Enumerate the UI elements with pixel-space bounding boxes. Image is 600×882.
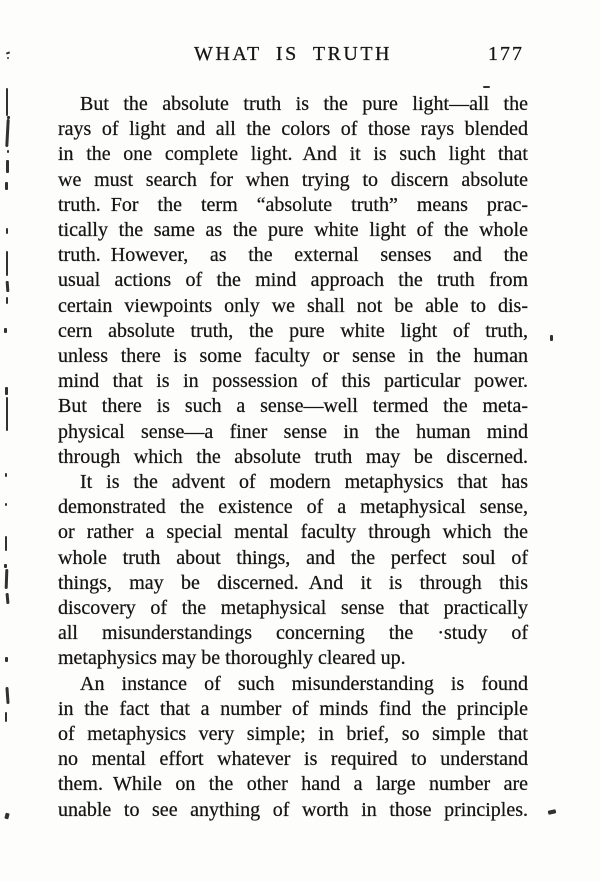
scan-artifact <box>6 160 9 173</box>
text-line: But there is such a sense—well termed the meta- <box>58 395 528 418</box>
scan-artifact <box>6 593 10 604</box>
text-line: whole truth about things, and the perfect soul of <box>58 546 528 569</box>
scan-artifact <box>483 86 490 88</box>
scan-artifact <box>5 687 9 704</box>
text-line: of metaphysics very simple; in brief, so simple that <box>58 723 528 746</box>
text-line: we must search for when trying to discern absolute <box>58 168 528 191</box>
text-line: metaphysics may be thoroughly cleared up. <box>58 647 406 670</box>
scan-artifact <box>6 51 10 54</box>
text-line: truth. However, as the external senses and the <box>58 244 528 267</box>
page-header <box>58 43 528 69</box>
scan-artifact <box>6 251 8 276</box>
scan-artifact <box>4 564 7 568</box>
scan-artifact <box>5 536 7 551</box>
text-line: But the absolute truth is the pure light—all the <box>80 93 528 115</box>
text-line: in the one complete light. And it is such light that <box>58 143 528 166</box>
text-line: mind that is in possession of this particular power. <box>58 370 528 393</box>
scan-artifact <box>6 397 8 431</box>
page-number: 177 <box>488 43 524 65</box>
scan-artifact <box>6 228 8 234</box>
scan-artifact <box>7 57 9 59</box>
paragraph-1 <box>58 92 528 470</box>
text-line: It is the advent of modern metaphysics that has <box>80 471 528 494</box>
text-line: all misunderstandings concerning the ·study of <box>58 622 528 645</box>
text-line: cern absolute truth, the pure white light of truth, <box>58 319 528 342</box>
scan-artifact <box>6 88 8 116</box>
scan-artifact <box>5 387 8 395</box>
body-text <box>58 92 528 823</box>
scan-artifact <box>550 335 553 341</box>
paragraph-3 <box>58 672 528 823</box>
text-line: through which the absolute truth may be discerned. <box>58 445 528 468</box>
scan-artifact <box>6 297 8 304</box>
scan-artifact <box>5 473 7 477</box>
scan-artifact <box>4 813 9 820</box>
text-line: demonstrated the existence of a metaphysical sense, <box>58 496 528 519</box>
text-line: discovery of the metaphysical sense that practically <box>58 597 528 620</box>
scan-artifact <box>5 712 7 722</box>
text-line: or rather a special mental faculty through which the <box>58 521 528 544</box>
text-line: in the fact that a number of minds find the principle <box>58 697 528 720</box>
scan-artifact <box>548 809 557 815</box>
text-line: An instance of such misunderstanding is found <box>80 672 528 695</box>
scan-artifact <box>5 657 8 662</box>
text-line: certain viewpoints only we shall not be able to dis- <box>58 294 528 317</box>
text-line: no mental effort whatever is required to understand <box>58 748 528 771</box>
paragraph-2 <box>58 470 528 672</box>
text-line: truth. For the term “absolute truth” means prac- <box>58 193 528 216</box>
text-line: things, may be discerned. And it is through this <box>58 571 528 594</box>
scan-artifact <box>7 150 9 153</box>
running-title: WHAT IS TRUTH <box>194 43 392 65</box>
text-line: unless there is some faculty or sense in the human <box>58 345 528 368</box>
scan-artifact <box>5 119 9 147</box>
scan-artifact <box>4 328 7 333</box>
text-line: physical sense—a finer sense in the human mind <box>58 420 528 443</box>
scan-artifact <box>5 569 9 589</box>
scan-artifact <box>5 182 8 190</box>
text-line: rays of light and all the colors of those rays blended <box>58 118 528 141</box>
text-line: them. While on the other hand a large number are <box>58 773 528 796</box>
text-line: usual actions of the mind approach the truth from <box>58 269 528 292</box>
text-line: tically the same as the pure white light of the whole <box>58 219 528 242</box>
scan-artifact <box>5 503 7 506</box>
scan-artifact <box>6 281 10 292</box>
text-line: unable to see anything of worth in those principles. <box>58 798 528 821</box>
